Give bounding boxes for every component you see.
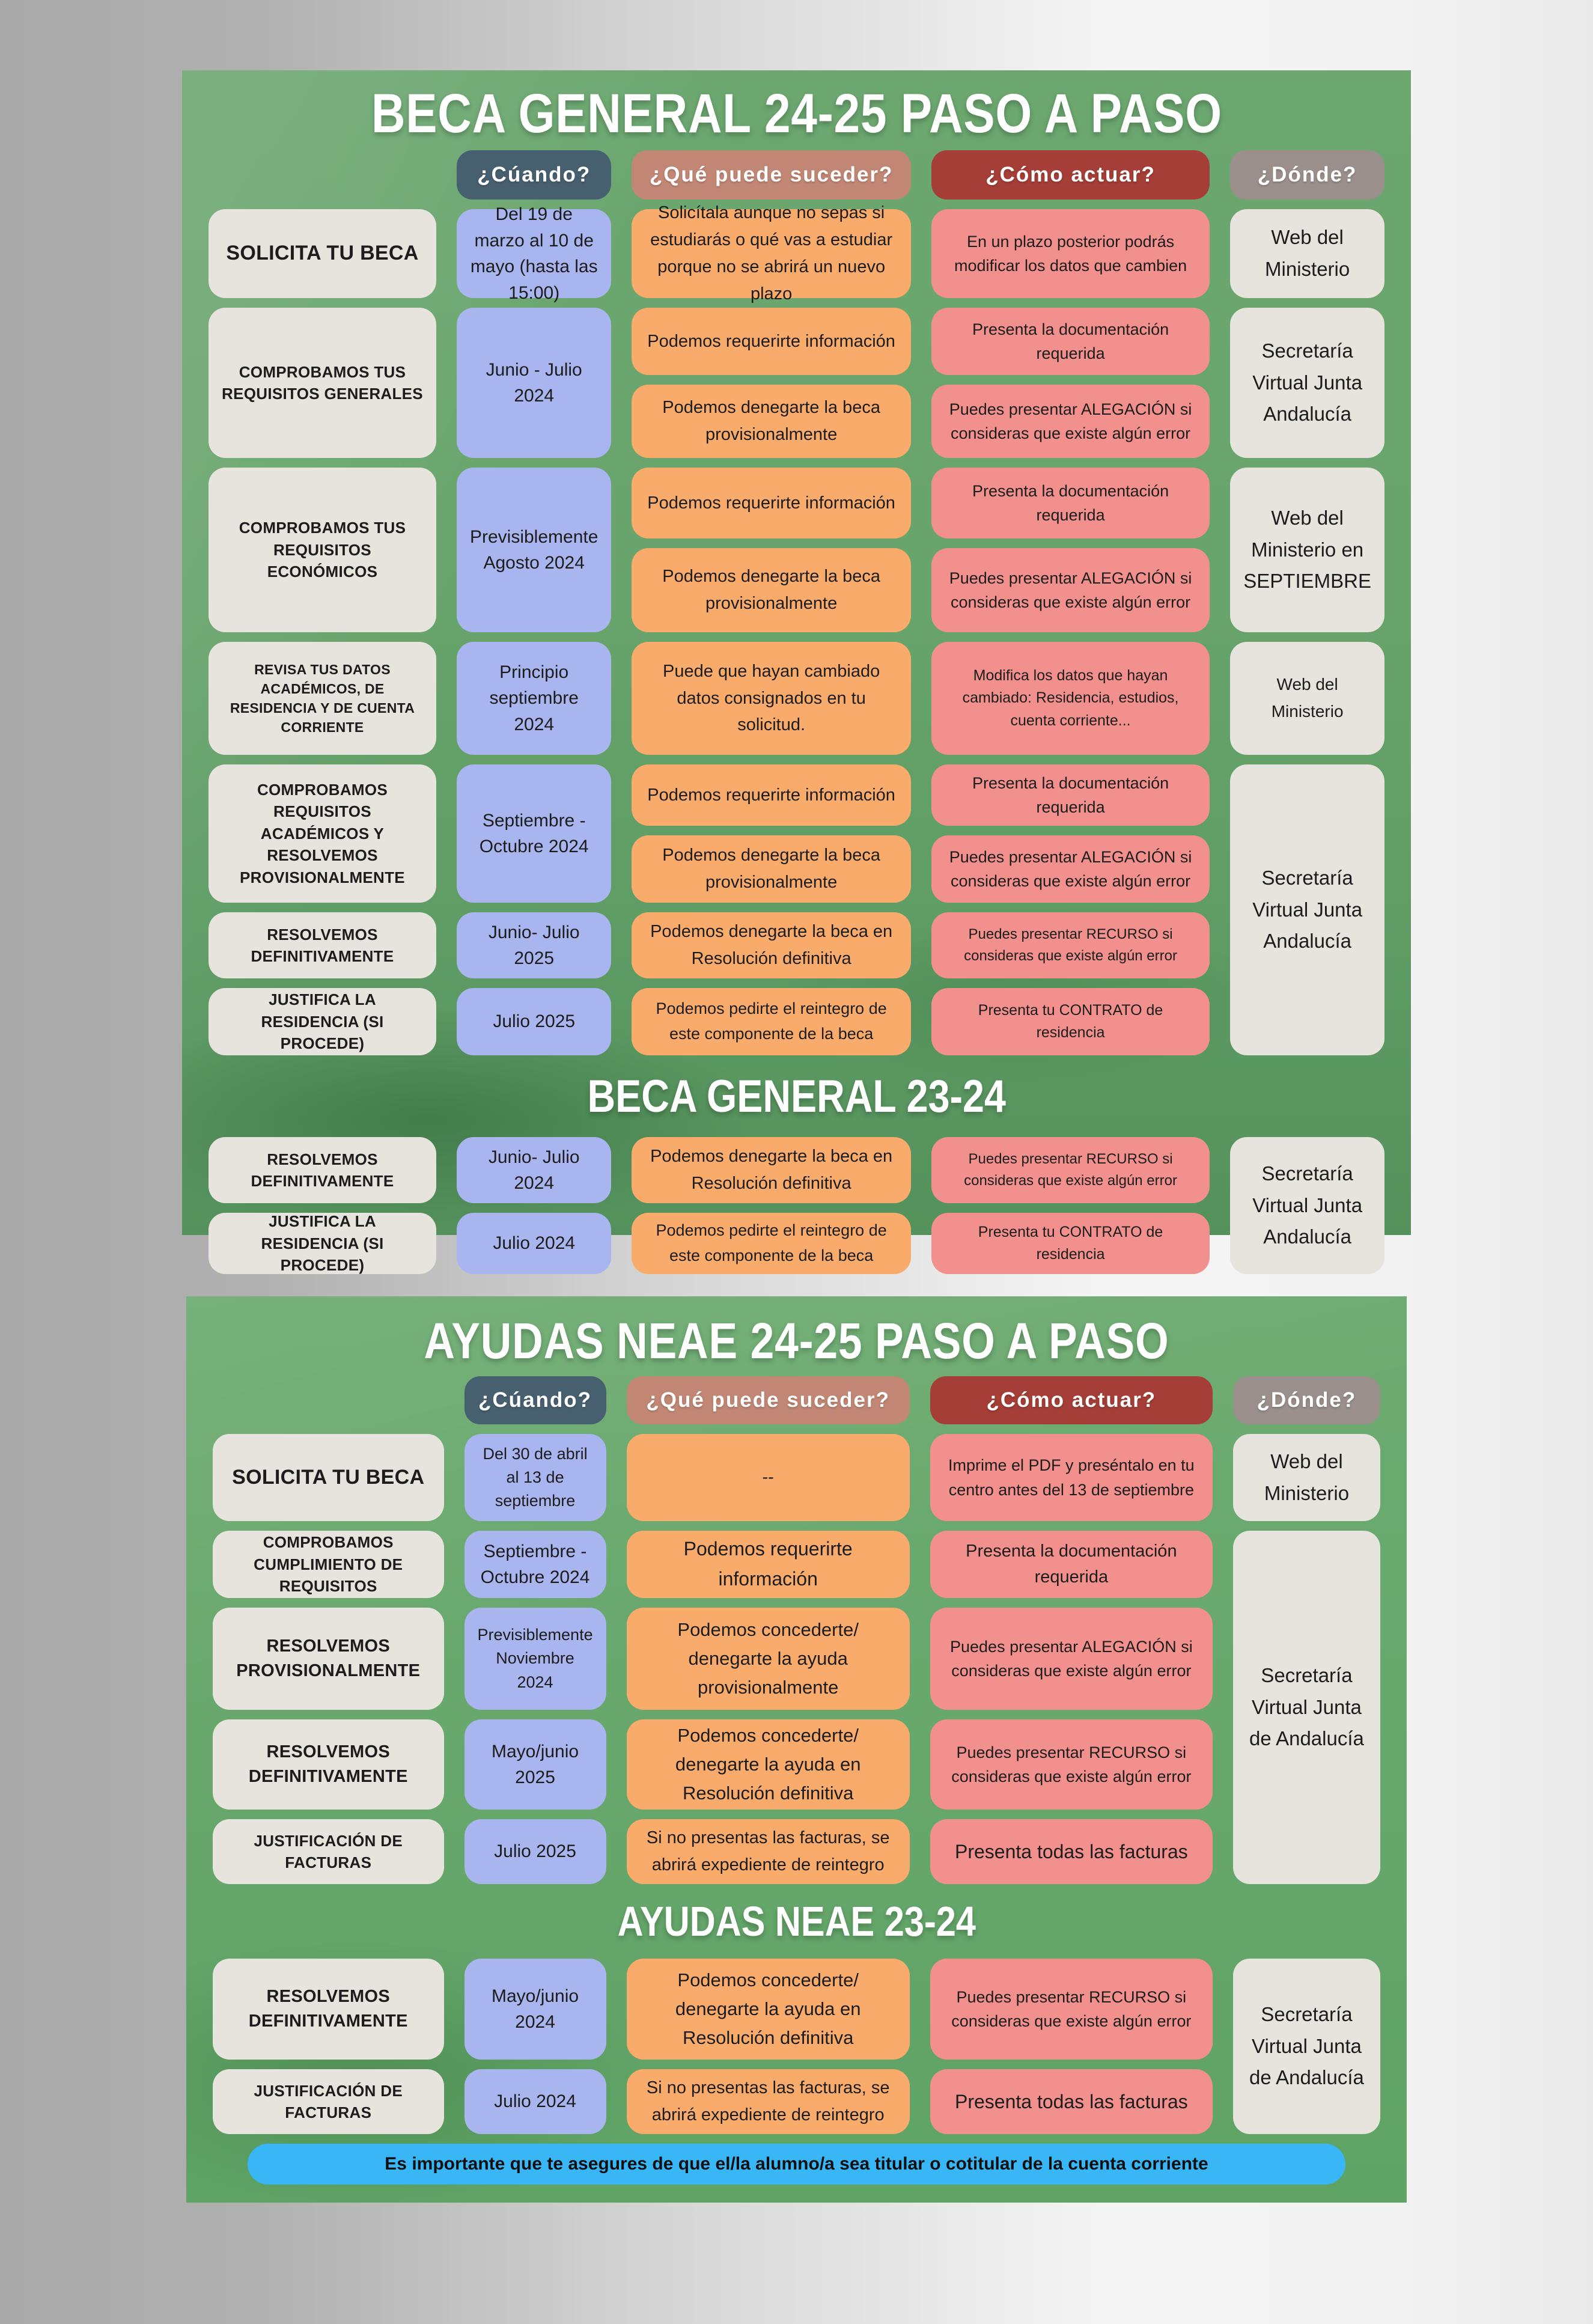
step-label: JUSTIFICA LA RESIDENCIA (SI PROCEDE) bbox=[209, 1213, 436, 1274]
step-label: RESOLVEMOS DEFINITIVAMENTE bbox=[209, 1137, 436, 1203]
cell-actuar: Imprime el PDF y preséntalo en tu centro antes del 13 de septiembre bbox=[930, 1434, 1213, 1521]
section-subtitle bbox=[213, 1894, 1380, 1949]
cell-actuar: Puedes presentar ALEGACIÓN si consideras que existe algún error bbox=[930, 1608, 1213, 1710]
panel2-table bbox=[186, 1376, 1407, 2185]
cell-suceder: Podemos concederte/ denegarte la ayuda provisionalmente bbox=[627, 1608, 910, 1710]
step-label: RESOLVEMOS DEFINITIVAMENTE bbox=[213, 1719, 444, 1810]
column-header-cuando: ¿Cúando? bbox=[464, 1376, 606, 1424]
cell-actuar: Puedes presentar RECURSO si consideras que existe algún error bbox=[930, 1719, 1213, 1810]
cell-suceder: Podemos denegarte la beca provisionalmente bbox=[632, 548, 910, 632]
step-label: COMPROBAMOS TUS REQUISITOS GENERALES bbox=[209, 308, 436, 458]
column-header-que-puede-suceder: ¿Qué puede suceder? bbox=[627, 1376, 910, 1424]
panel1-title bbox=[182, 70, 1411, 150]
cell-donde: Secretaría Virtual Junta Andalucía bbox=[1230, 308, 1384, 458]
cell-cuando: Junio- Julio 2025 bbox=[457, 912, 611, 978]
cell-cuando: Del 19 de marzo al 10 de mayo (hasta las 15:00) bbox=[457, 209, 611, 298]
panel1-table bbox=[182, 150, 1411, 1274]
cell-cuando: Julio 2024 bbox=[464, 2069, 606, 2134]
step-label: JUSTIFICA LA RESIDENCIA (SI PROCEDE) bbox=[209, 988, 436, 1055]
cell-cuando: Julio 2024 bbox=[457, 1213, 611, 1274]
cell-cuando: Previsiblemente Noviembre 2024 bbox=[464, 1608, 606, 1710]
cell-cuando: Del 30 de abril al 13 de septiembre bbox=[464, 1434, 606, 1521]
step-label: RESOLVEMOS DEFINITIVAMENTE bbox=[209, 912, 436, 978]
cell-cuando: Mayo/junio 2025 bbox=[464, 1719, 606, 1810]
step-label: RESOLVEMOS PROVISIONALMENTE bbox=[213, 1608, 444, 1710]
cell-actuar: Presenta tu CONTRATO de residencia bbox=[931, 1213, 1210, 1274]
cell-actuar: Presenta todas las facturas bbox=[930, 1819, 1213, 1884]
cell-suceder: Podemos pedirte el reintegro de este componente de la beca bbox=[632, 1213, 910, 1274]
cell-suceder: Podemos requerirte información bbox=[632, 764, 910, 826]
step-label: COMPROBAMOS REQUISITOS ACADÉMICOS Y RESOLVEMOS PROVISIONALMENTE bbox=[209, 764, 436, 903]
cell-donde: Secretaría Virtual Junta de Andalucía bbox=[1233, 1531, 1380, 1884]
cell-actuar: Puedes presentar RECURSO si consideras que existe algún error bbox=[931, 1137, 1210, 1203]
cell-actuar: Puedes presentar RECURSO si consideras que existe algún error bbox=[931, 912, 1210, 978]
cell-donde: Web del Ministerio bbox=[1230, 642, 1384, 755]
cell-actuar: Presenta la documentación requerida bbox=[931, 764, 1210, 826]
cell-suceder: Podemos concederte/ denegarte la ayuda en Resolución definitiva bbox=[627, 1959, 910, 2060]
cell-donde: Secretaría Virtual Junta de Andalucía bbox=[1233, 1959, 1380, 2134]
cell-suceder: Puede que hayan cambiado datos consignados en tu solicitud. bbox=[632, 642, 910, 755]
cell-suceder: Si no presentas las facturas, se abrirá expediente de reintegro bbox=[627, 2069, 910, 2134]
section-subtitle-text: AYUDAS NEAE 23-24 bbox=[617, 1898, 976, 1945]
panel2-title bbox=[186, 1296, 1407, 1376]
cell-actuar: Presenta la documentación requerida bbox=[931, 468, 1210, 538]
cell-actuar: Presenta tu CONTRATO de residencia bbox=[931, 988, 1210, 1055]
column-header-como-actuar: ¿Cómo actuar? bbox=[931, 150, 1210, 200]
cell-actuar: Puedes presentar RECURSO si consideras que existe algún error bbox=[930, 1959, 1213, 2060]
cell-suceder: Podemos denegarte la beca en Resolución definitiva bbox=[632, 912, 910, 978]
cell-suceder: Si no presentas las facturas, se abrirá expediente de reintegro bbox=[627, 1819, 910, 1884]
cell-cuando: Previsiblemente Agosto 2024 bbox=[457, 468, 611, 632]
column-header-donde: ¿Dónde? bbox=[1233, 1376, 1380, 1424]
cell-actuar: Modifica los datos que hayan cambiado: Residencia, estudios, cuenta corriente... bbox=[931, 642, 1210, 755]
cell-suceder: Solicítala aunque no sepas si estudiarás o qué vas a estudiar porque no se abrirá un nuevo plazo bbox=[632, 209, 910, 298]
column-header-cuando: ¿Cúando? bbox=[457, 150, 611, 200]
cell-suceder: Podemos concederte/ denegarte la ayuda en Resolución definitiva bbox=[627, 1719, 910, 1810]
cell-cuando: Septiembre - Octubre 2024 bbox=[464, 1531, 606, 1598]
cell-donde: Web del Ministerio bbox=[1230, 209, 1384, 298]
cell-suceder: Podemos requerirte información bbox=[627, 1531, 910, 1598]
cell-actuar: Presenta la documentación requerida bbox=[930, 1531, 1213, 1598]
step-label: COMPROBAMOS TUS REQUISITOS ECONÓMICOS bbox=[209, 468, 436, 632]
cell-cuando: Septiembre - Octubre 2024 bbox=[457, 764, 611, 903]
cell-cuando: Junio- Julio 2024 bbox=[457, 1137, 611, 1203]
ayudas-neae-24-25-panel bbox=[186, 1296, 1407, 2203]
cell-actuar: Presenta la documentación requerida bbox=[931, 308, 1210, 375]
step-label: SOLICITA TU BECA bbox=[213, 1434, 444, 1521]
column-header-que-puede-suceder: ¿Qué puede suceder? bbox=[632, 150, 910, 200]
cell-suceder: -- bbox=[627, 1434, 910, 1521]
step-label: REVISA TUS DATOS ACADÉMICOS, DE RESIDENCIA Y DE CUENTA CORRIENTE bbox=[209, 642, 436, 755]
cell-cuando: Julio 2025 bbox=[457, 988, 611, 1055]
cell-cuando: Mayo/junio 2024 bbox=[464, 1959, 606, 2060]
cell-suceder: Podemos pedirte el reintegro de este componente de la beca bbox=[632, 988, 910, 1055]
step-label: JUSTIFICACIÓN DE FACTURAS bbox=[213, 1819, 444, 1884]
section-subtitle-text: BECA GENERAL 23-24 bbox=[587, 1070, 1006, 1122]
panel2-title-text: AYUDAS NEAE 24-25 PASO A PASO bbox=[424, 1313, 1169, 1369]
cell-donde: Web del Ministerio en SEPTIEMBRE bbox=[1230, 468, 1384, 632]
step-label: RESOLVEMOS DEFINITIVAMENTE bbox=[213, 1959, 444, 2060]
cell-actuar: Puedes presentar ALEGACIÓN si consideras que existe algún error bbox=[931, 548, 1210, 632]
cell-cuando: Julio 2025 bbox=[464, 1819, 606, 1884]
cell-suceder: Podemos requerirte información bbox=[632, 468, 910, 538]
step-label: COMPROBAMOS CUMPLIMIENTO DE REQUISITOS bbox=[213, 1531, 444, 1598]
step-label: JUSTIFICACIÓN DE FACTURAS bbox=[213, 2069, 444, 2134]
cell-cuando: Junio - Julio 2024 bbox=[457, 308, 611, 458]
cell-donde: Web del Ministerio bbox=[1233, 1434, 1380, 1521]
column-header-como-actuar: ¿Cómo actuar? bbox=[930, 1376, 1213, 1424]
cell-suceder: Podemos denegarte la beca en Resolución definitiva bbox=[632, 1137, 910, 1203]
beca-general-24-25-panel bbox=[182, 70, 1411, 1275]
column-header-donde: ¿Dónde? bbox=[1230, 150, 1384, 200]
cell-suceder: Podemos denegarte la beca provisionalmente bbox=[632, 385, 910, 458]
cell-suceder: Podemos requerirte información bbox=[632, 308, 910, 375]
notice-banner: Es importante que te asegures de que el/la alumno/a sea titular o cotitular de la cuenta corriente bbox=[248, 2144, 1345, 2185]
section-subtitle bbox=[209, 1065, 1384, 1127]
cell-suceder: Podemos denegarte la beca provisionalmente bbox=[632, 835, 910, 903]
cell-actuar: Presenta todas las facturas bbox=[930, 2069, 1213, 2134]
cell-donde: Secretaría Virtual Junta Andalucía bbox=[1230, 1137, 1384, 1274]
cell-cuando: Principio septiembre 2024 bbox=[457, 642, 611, 755]
cell-actuar: Puedes presentar ALEGACIÓN si consideras que existe algún error bbox=[931, 835, 1210, 903]
step-label: SOLICITA TU BECA bbox=[209, 209, 436, 298]
panel1-title-text: BECA GENERAL 24-25 PASO A PASO bbox=[371, 83, 1222, 144]
cell-actuar: En un plazo posterior podrás modificar los datos que cambien bbox=[931, 209, 1210, 298]
cell-actuar: Puedes presentar ALEGACIÓN si consideras que existe algún error bbox=[931, 385, 1210, 458]
cell-donde: Secretaría Virtual Junta Andalucía bbox=[1230, 764, 1384, 1055]
